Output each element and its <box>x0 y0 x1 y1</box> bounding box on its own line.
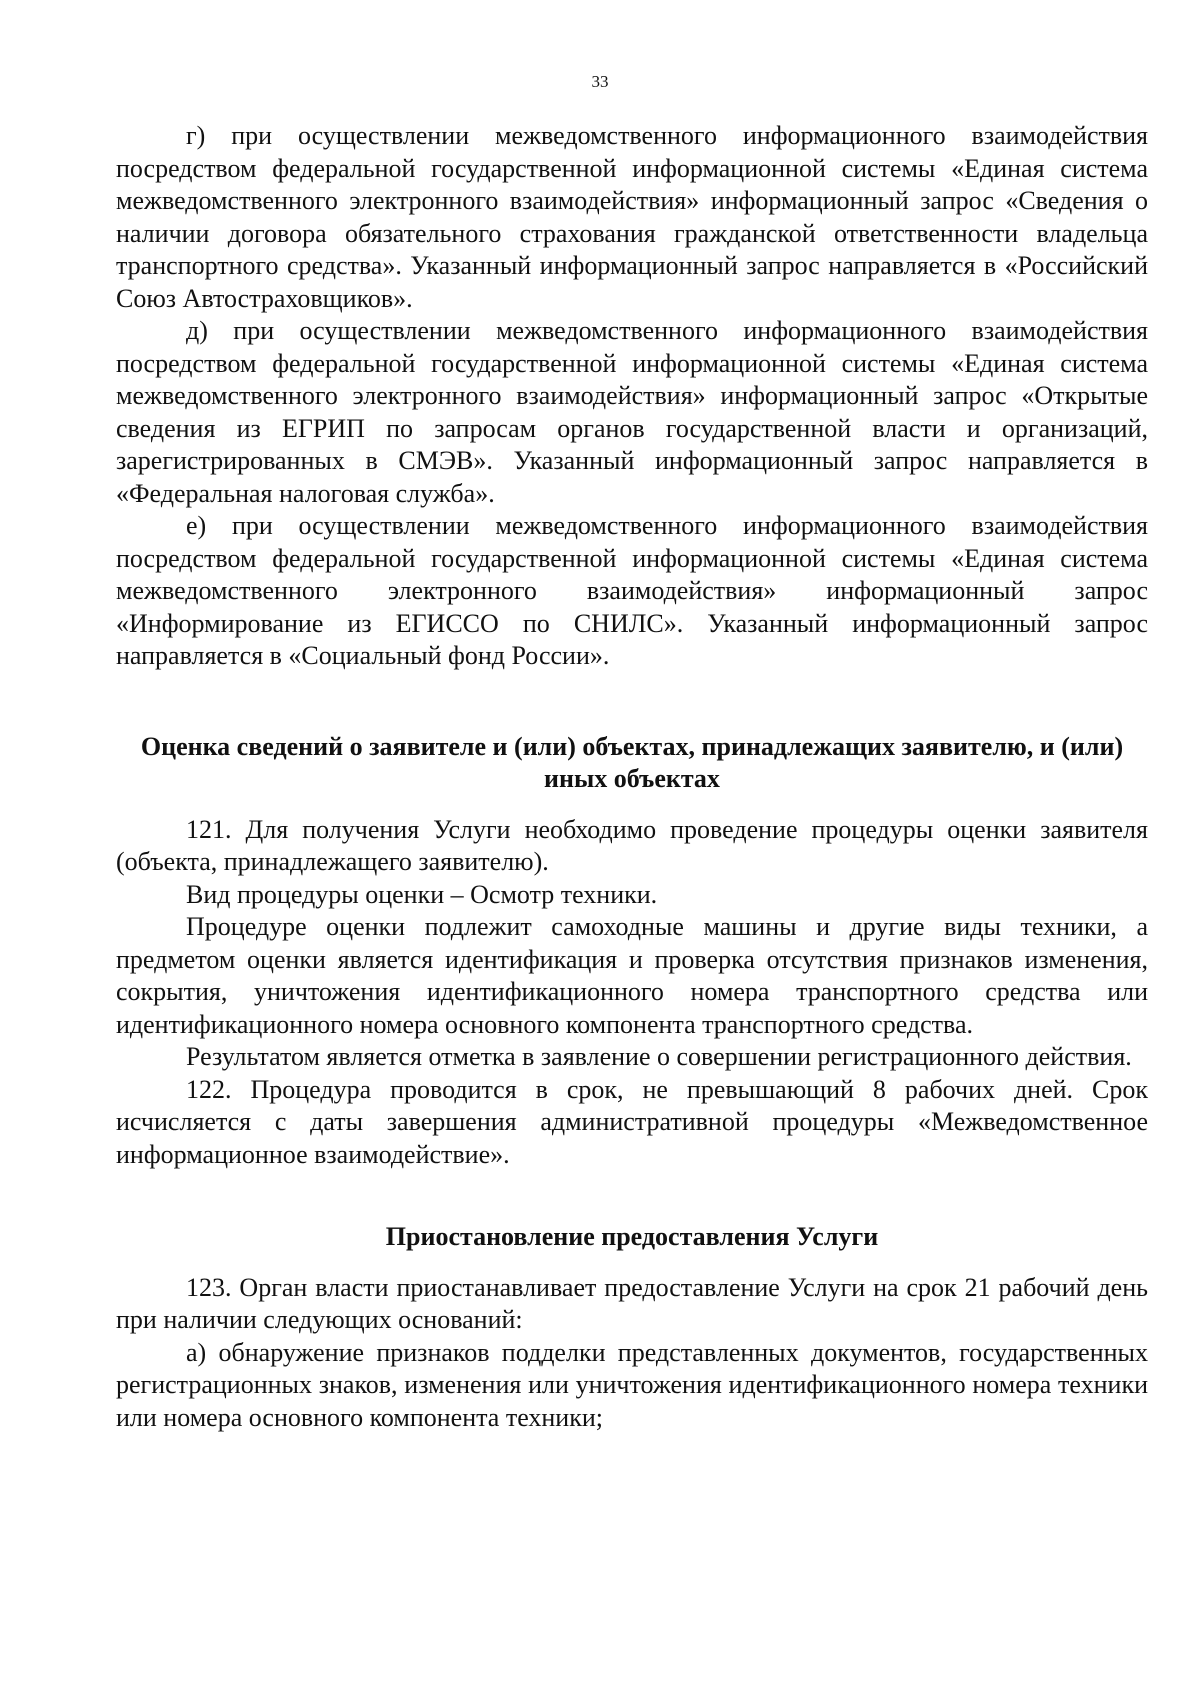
paragraph-e: е) при осуществлении межведомственного информационного взаимодействия посредством федеральной государственной информационной системы «Единая система межведомственного электронного взаимодействия» информационный запрос «Информирование из ЕГИССО по СНИЛС». Указанный информационный запрос направляется в «Социальный фонд России». <box>116 511 1148 670</box>
paragraph-assessment-type: Вид процедуры оценки – Осмотр техники. <box>186 879 658 909</box>
spacer <box>116 1171 1148 1221</box>
page-number: 33 <box>591 72 609 91</box>
spacer <box>116 1254 1148 1272</box>
section-heading-assessment: Оценка сведений о заявителе и (или) объектах, принадлежащих заявителю, и (или) иных объектах <box>140 731 1124 793</box>
paragraph-122: 122. Процедура проводится в срок, не превышающий 8 рабочих дней. Срок исчисляется с даты завершения административной процедуры «Межведомственное информационное взаимодействие». <box>116 1074 1148 1169</box>
paragraph-121: 121. Для получения Услуги необходимо проведение процедуры оценки заявителя (объекта, принадлежащего заявителю). <box>116 814 1148 876</box>
paragraph-g: г) при осуществлении межведомственного информационного взаимодействия посредством федеральной государственной информационной системы «Единая система межведомственного электронного взаимодействия» информационный запрос «Сведения о наличии договора обязательного страхования гражданской ответственности владельца транспортного средства». Указанный информационный запрос направляется в «Российский Союз Автостраховщиков». <box>116 121 1148 313</box>
paragraph-123: 123. Орган власти приостанавливает предоставление Услуги на срок 21 рабочий день при наличии следующих оснований: <box>116 1272 1148 1334</box>
spacer <box>116 796 1148 814</box>
section-heading-suspension: Приостановление предоставления Услуги <box>385 1222 879 1251</box>
document-body <box>116 120 1148 1434</box>
paragraph-assessment-result: Результатом является отметка в заявление о совершении регистрационного действия. <box>186 1042 1132 1071</box>
spacer <box>116 673 1148 731</box>
paragraph-a: а) обнаружение признаков подделки представленных документов, государственных регистрационных знаков, изменения или уничтожения идентификационного номера техники или номера основного компонента техники; <box>116 1337 1148 1432</box>
paragraph-assessment-subject: Процедуре оценки подлежит самоходные машины и другие виды техники, а предметом оценки является идентификация и проверка отсутствия признаков изменения, сокрытия, уничтожения идентификационного номера транспортного средства или идентификационного номера основного компонента транспортного средства. <box>116 912 1148 1039</box>
paragraph-d: д) при осуществлении межведомственного информационного взаимодействия посредством федеральной государственной информационной системы «Единая система межведомственного электронного взаимодействия» информационный запрос «Открытые сведения из ЕГРИП по запросам органов государственной власти и организаций, зарегистрированных в СМЭВ». Указанный информационный запрос направляется в «Федеральная налоговая служба». <box>116 316 1148 508</box>
